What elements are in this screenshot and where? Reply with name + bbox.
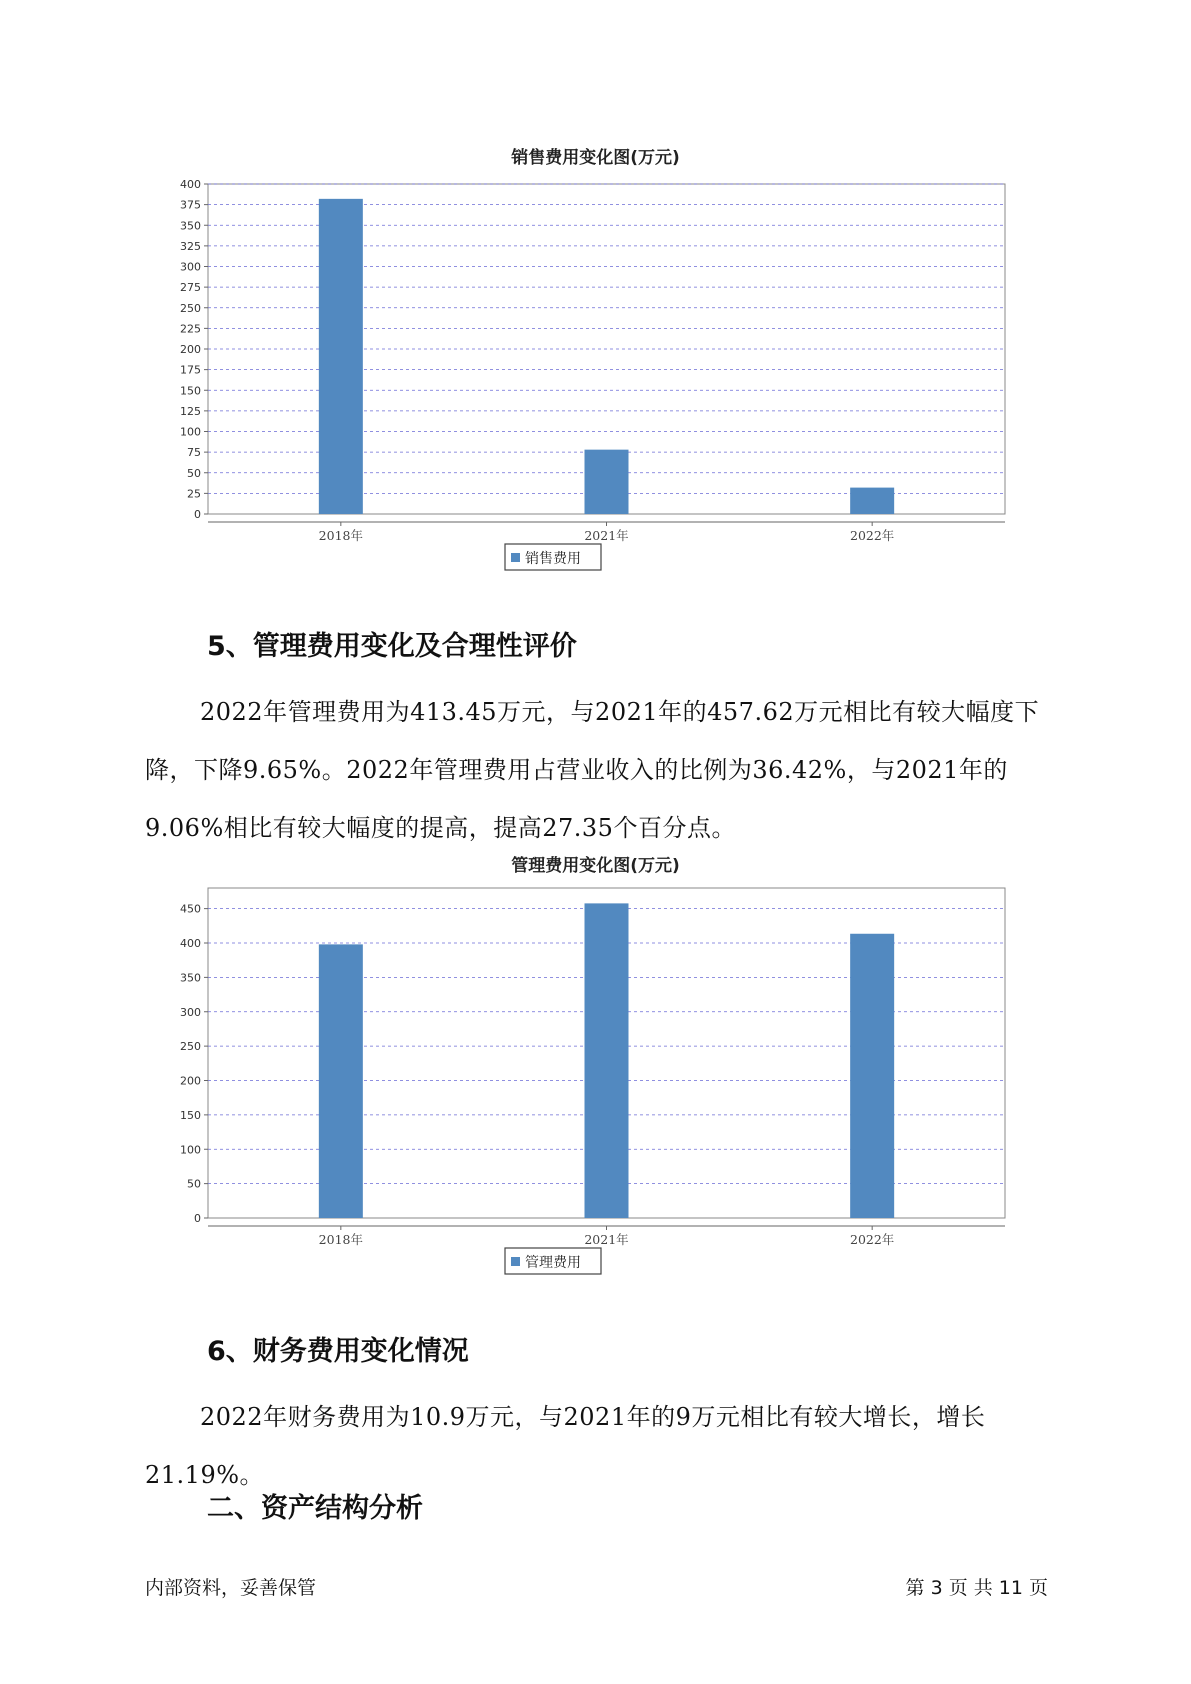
y-tick-label: 150 xyxy=(180,1108,201,1122)
sales-expense-chart xyxy=(0,170,1191,590)
bar xyxy=(319,199,363,514)
x-tick-label: 2018年 xyxy=(318,1232,363,1247)
y-tick-label: 350 xyxy=(180,219,201,233)
y-tick-label: 125 xyxy=(180,404,201,418)
legend-label: 管理费用 xyxy=(525,1255,581,1271)
y-tick-label: 250 xyxy=(180,301,201,315)
section-6-paragraph: 2022年财务费用为10.9万元，与2021年的9万元相比有较大增长，增长21.19%。 xyxy=(145,1403,986,1489)
section-2-title: 二、资产结构分析 xyxy=(207,1493,423,1524)
footer-page-number: 第 3 页 共 11 页 xyxy=(905,1577,1048,1599)
y-tick-label: 200 xyxy=(180,1074,201,1088)
y-tick-label: 400 xyxy=(180,937,201,950)
bar xyxy=(585,903,629,1218)
y-tick-label: 50 xyxy=(187,466,201,480)
legend-swatch xyxy=(511,553,520,562)
y-tick-label: 250 xyxy=(180,1040,201,1054)
x-tick-label: 2018年 xyxy=(318,528,363,543)
x-tick-label: 2021年 xyxy=(584,528,629,543)
y-tick-label: 150 xyxy=(180,384,201,398)
y-tick-label: 300 xyxy=(180,1005,201,1019)
y-tick-label: 300 xyxy=(180,260,201,274)
y-tick-label: 0 xyxy=(194,1212,201,1225)
legend-swatch xyxy=(511,1257,520,1266)
y-tick-label: 100 xyxy=(180,1143,201,1157)
footer-left: 内部资料，妥善保管 xyxy=(145,1577,317,1599)
section-5-paragraph: 2022年管理费用为413.45万元，与2021年的457.62万元相比有较大幅度下降，下降9.65%。2022年管理费用占营业收入的比例为36.42%，与2021年的9.06%相比有较大幅度的提高，提高27.35个百分点。 xyxy=(145,698,1040,842)
chart-title-admin: 管理费用变化图(万元) xyxy=(511,856,680,876)
y-tick-label: 25 xyxy=(187,487,201,501)
y-tick-label: 400 xyxy=(180,178,201,191)
x-tick-label: 2021年 xyxy=(584,1232,629,1247)
y-tick-label: 175 xyxy=(180,363,201,377)
y-tick-label: 375 xyxy=(180,198,201,212)
section-6-title: 6、财务费用变化情况 xyxy=(207,1336,469,1367)
y-tick-label: 200 xyxy=(180,343,201,356)
admin-expense-chart xyxy=(0,878,1191,1298)
legend-label: 销售费用 xyxy=(525,551,581,567)
x-tick-label: 2022年 xyxy=(850,528,895,543)
y-tick-label: 75 xyxy=(187,446,201,460)
bar xyxy=(850,488,894,514)
bar xyxy=(850,934,894,1218)
y-tick-label: 0 xyxy=(194,508,201,521)
chart-title-sales: 销售费用变化图(万元) xyxy=(511,148,680,168)
y-tick-label: 50 xyxy=(187,1177,201,1191)
y-tick-label: 350 xyxy=(180,971,201,985)
bar xyxy=(585,450,629,514)
y-tick-label: 275 xyxy=(180,281,201,295)
x-tick-label: 2022年 xyxy=(850,1232,895,1247)
section-5-title: 5、管理费用变化及合理性评价 xyxy=(207,631,577,662)
y-tick-label: 100 xyxy=(180,425,201,439)
bar xyxy=(319,944,363,1218)
y-tick-label: 225 xyxy=(180,322,201,336)
y-tick-label: 450 xyxy=(180,902,201,916)
y-tick-label: 325 xyxy=(180,239,201,253)
